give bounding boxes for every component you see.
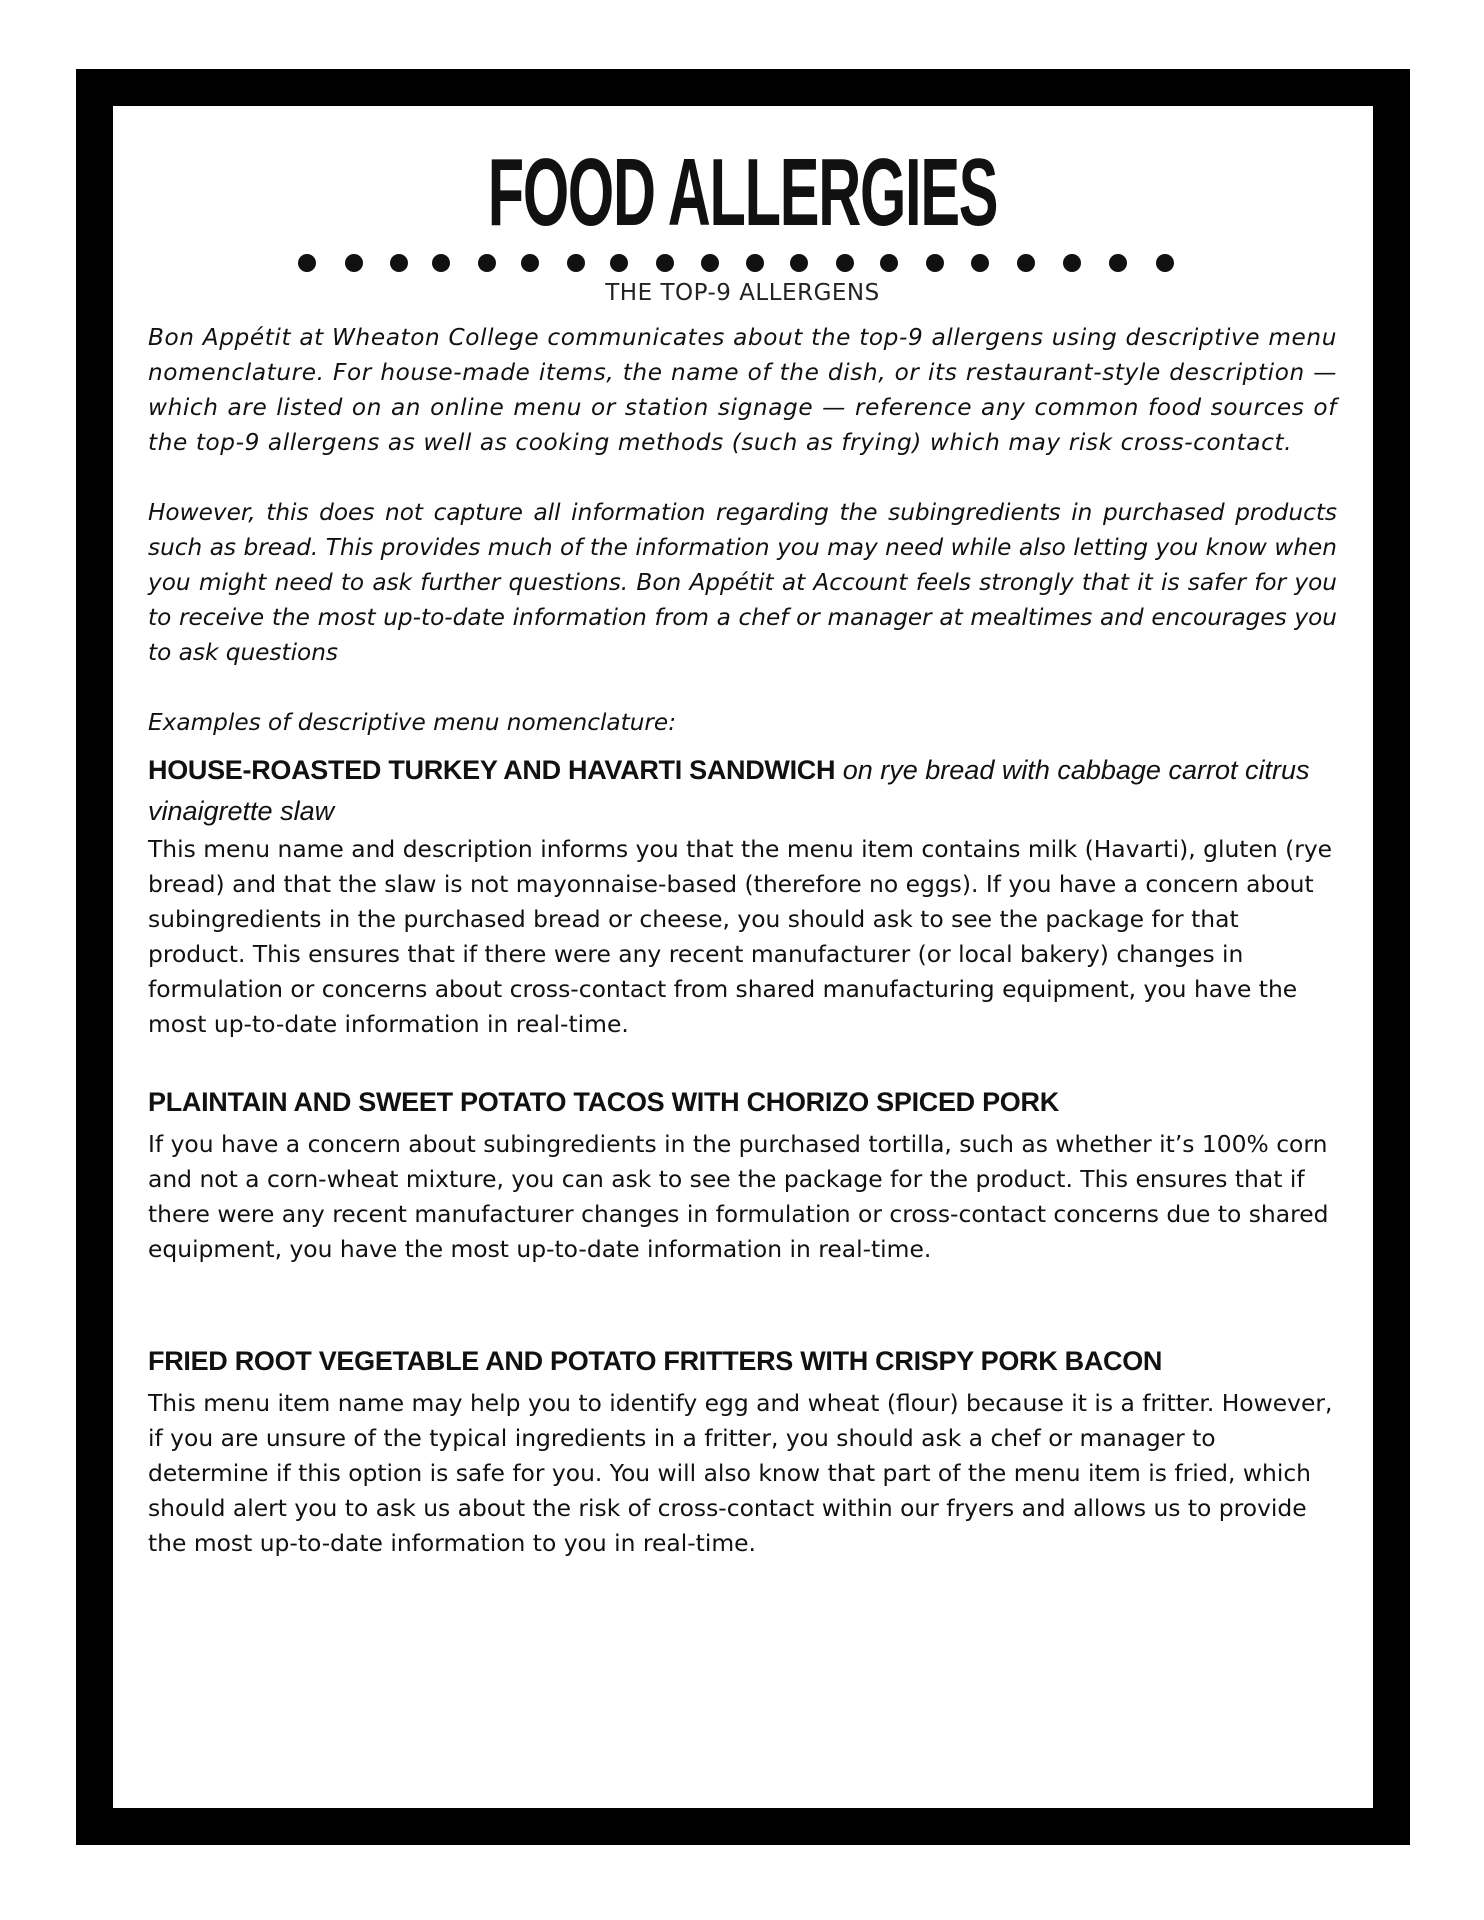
divider-dot — [345, 254, 363, 272]
divider-dot — [521, 254, 539, 272]
intro-paragraph: Bon Appétit at Wheaton College communicates about the top-9 allergens using descriptive menu nomenclature. For house-made items, the name of the dish, or its restaurant-style description — which are listed on an online menu or station signage — reference any common food sources of the top-9 allergens as well as cooking methods (such as frying) which may risk cross-contact. — [148, 324, 1337, 456]
divider-dot — [1156, 254, 1174, 272]
example-name: HOUSE-ROASTED TURKEY AND HAVARTI SANDWICH — [148, 755, 836, 785]
divider-dot — [610, 254, 628, 272]
divider-dot — [656, 254, 674, 272]
divider-dot — [1017, 254, 1035, 272]
divider-dot — [880, 254, 898, 272]
example-item — [148, 1341, 1337, 1561]
example-item — [148, 1082, 1337, 1267]
intro-paragraph: However, this does not capture all information regarding the subingredients in purchased products such as bread. This provides much of the information you may need while also letting you know when you might need to ask further questions. Bon Appétit at Account feels strongly that it is safer for you to receive the most up-to-date information from a chef or manager at mealtimes and encourages you to ask questions — [148, 499, 1337, 666]
divider-dot — [971, 254, 989, 272]
divider-dot — [701, 254, 719, 272]
dotted-divider — [293, 248, 1193, 278]
divider-dot — [298, 254, 316, 272]
divider-dot — [746, 254, 764, 272]
divider-dot — [790, 254, 808, 272]
page-sheet — [113, 106, 1373, 1808]
example-body: This menu item name may help you to identify egg and wheat (flour) because it is a fritter. However, if you are unsure of the typical ingredients in a fritter, you should ask a chef or manager to determine if this option is safe for you. You will also know that part of the menu item is fried, which should alert you to ask us about the risk of cross-contact within our fryers and allows us to provide the most up-to-date information to you in real-time. — [148, 1389, 1333, 1557]
divider-dot — [432, 254, 450, 272]
example-body: This menu name and description informs you that the menu item contains milk (Havarti), gluten (rye bread) and that the slaw is not mayonnaise-based (therefore no eggs). If you have a concern about subingredients in the purchased bread or cheese, you should ask to see the package for that product. This ensures that if there were any recent manufacturer (or local bakery) changes in formulation or concerns about cross-contact from shared manufacturing equipment, you have the most up-to-date information in real-time. — [148, 835, 1333, 1038]
divider-dot — [390, 254, 408, 272]
divider-dot — [478, 254, 496, 272]
example-heading — [148, 1082, 1337, 1123]
example-heading — [148, 1341, 1337, 1382]
example-name: PLAINTAIN AND SWEET POTATO TACOS WITH CHORIZO SPICED PORK — [148, 1087, 1059, 1117]
page-title: FOOD ALLERGIES — [487, 139, 998, 246]
divider-dot — [926, 254, 944, 272]
examples-label: Examples of descriptive menu nomenclature: — [148, 709, 677, 736]
example-name: FRIED ROOT VEGETABLE AND POTATO FRITTERS WITH CRISPY PORK BACON — [148, 1346, 1163, 1376]
page-border — [76, 69, 1410, 1845]
divider-dot — [1063, 254, 1081, 272]
page-subtitle: THE TOP-9 ALLERGENS — [605, 280, 880, 306]
divider-dot — [1109, 254, 1127, 272]
example-description: on rye bread with cabbage carrot citrus vinaigrette slaw — [148, 755, 1310, 826]
page-content — [148, 106, 1337, 1561]
example-body: If you have a concern about subingredients in the purchased tortilla, such as whether it’s 100% corn and not a corn-wheat mixture, you can ask to see the package for the product. This ensures that if there were any recent manufacturer changes in formulation or cross-contact concerns due to shared equipment, you have the most up-to-date information in real-time. — [148, 1130, 1329, 1263]
divider-dot — [567, 254, 585, 272]
example-heading — [148, 750, 1337, 832]
divider-dot — [836, 254, 854, 272]
example-item — [148, 750, 1337, 1042]
